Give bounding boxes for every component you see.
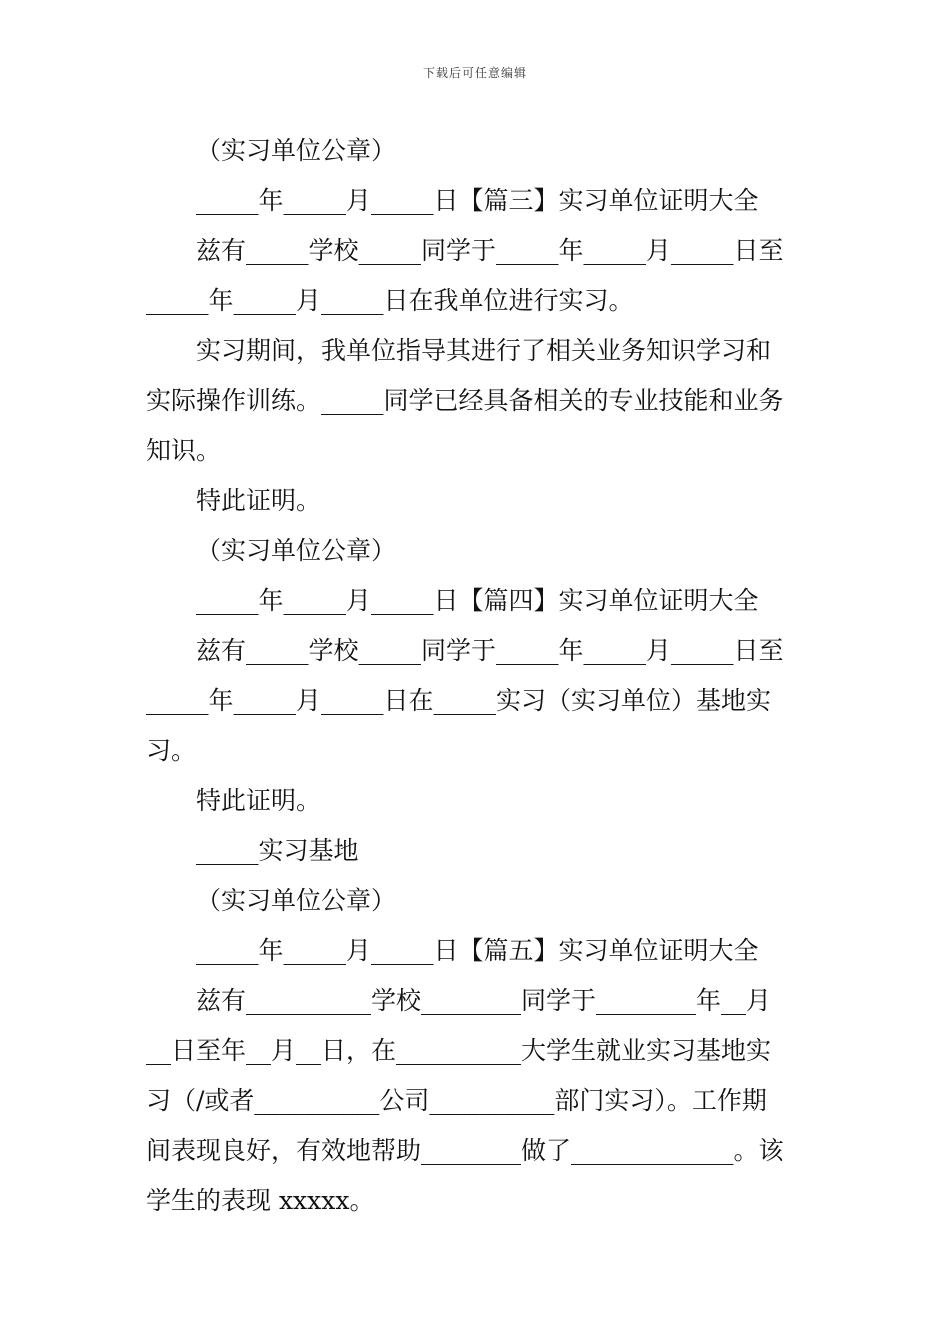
section-three-heading: _____年_____月_____日【篇三】实习单位证明大全	[196, 186, 759, 215]
company-seal-line: （实习单位公章）	[196, 136, 397, 165]
paragraph-line: 兹有_____学校_____同学于_____年_____月_____日至	[196, 636, 784, 665]
paragraph-line: 间表现良好，有效地帮助________做了_____________。该	[146, 1136, 784, 1165]
paragraph-line: __日至年__月__日，在__________大学生就业实习基地实	[146, 1036, 772, 1065]
paragraph-line: 实际操作训练。_____同学已经具备相关的专业技能和业务	[146, 386, 784, 415]
company-seal-line: （实习单位公章）	[196, 886, 397, 915]
certification-line: 特此证明。	[196, 486, 322, 515]
paragraph-line: 知识。	[146, 436, 222, 465]
paragraph-line: _____年_____月_____日在我单位进行实习。	[146, 286, 634, 315]
paragraph-line: 习（/或者__________公司__________部门实习）。工作期	[146, 1086, 767, 1115]
paragraph-line: _____年_____月_____日在_____实习（实习单位）基地实	[146, 686, 772, 715]
section-four-heading: _____年_____月_____日【篇四】实习单位证明大全	[196, 586, 759, 615]
certification-line: 特此证明。	[196, 786, 322, 815]
company-seal-line: （实习单位公章）	[196, 536, 397, 565]
paragraph-line: 实习期间，我单位指导其进行了相关业务知识学习和	[196, 336, 772, 365]
internship-base-line: _____实习基地	[196, 836, 359, 865]
paragraph-line: 习。	[146, 736, 197, 765]
document-body	[146, 126, 810, 1226]
paragraph-line: 兹有__________学校________同学于________年__月	[196, 986, 772, 1015]
paragraph-line: 兹有_____学校_____同学于_____年_____月_____日至	[196, 236, 784, 265]
paragraph-line: 学生的表现 xxxxx。	[146, 1186, 375, 1215]
page-header-note: 下载后可任意编辑	[422, 66, 527, 80]
section-five-heading: _____年_____月_____日【篇五】实习单位证明大全	[196, 936, 759, 965]
